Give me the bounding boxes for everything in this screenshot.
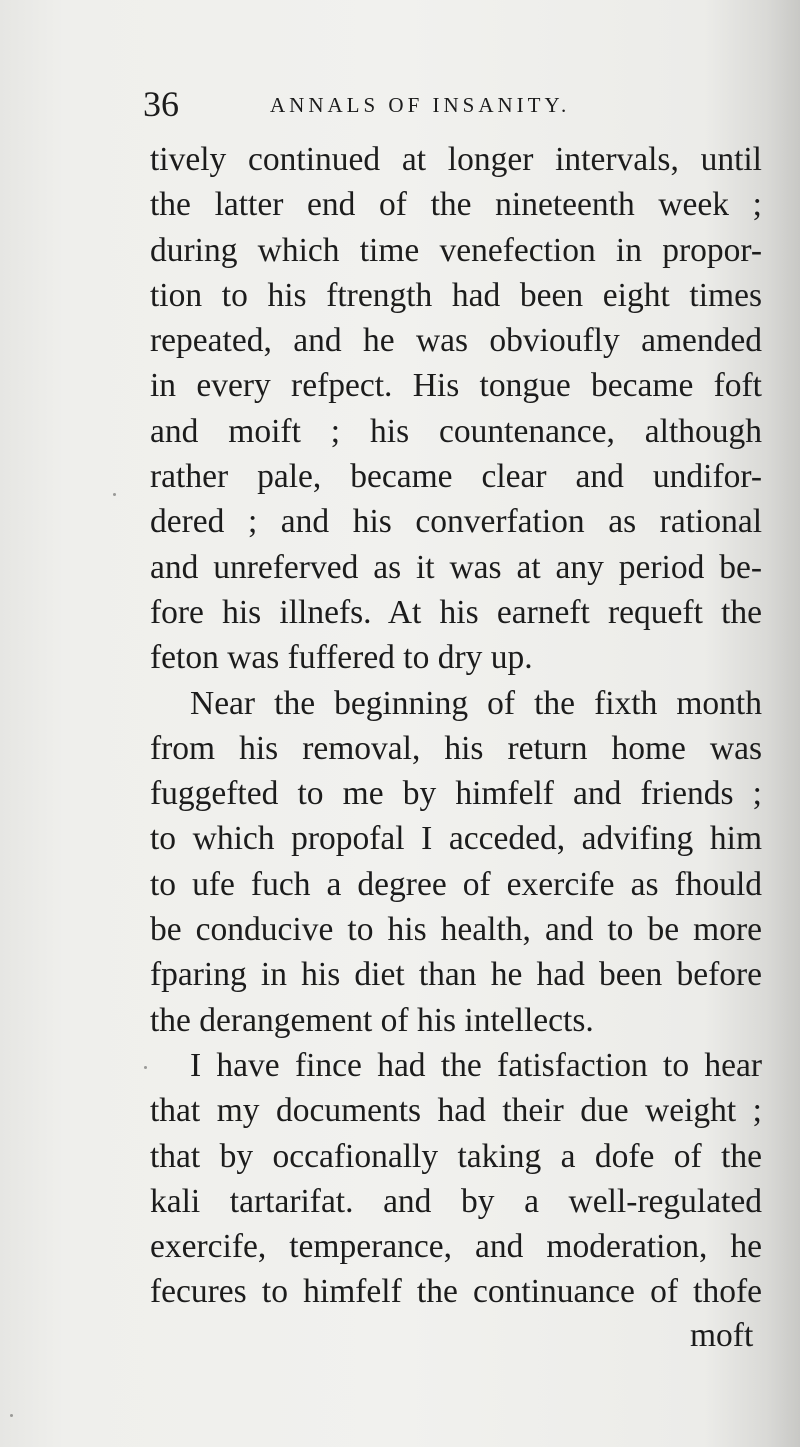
running-title: ANNALS OF INSANITY.: [270, 93, 571, 117]
text-line: tion to his ftrength had been eight times: [150, 276, 762, 314]
text-line: to which propofal I acceded, advifing him: [150, 820, 762, 858]
text-line: be conducive to his health, and to be more: [150, 911, 762, 949]
text-line: that my documents had their due weight ;: [150, 1092, 762, 1130]
paper-speck: [113, 493, 116, 496]
text-line: rather pale, became clear and undifor-: [150, 458, 762, 496]
text-line: dered ; and his converfation as rational: [150, 503, 762, 541]
page-header: [143, 84, 763, 124]
text-line: the derangement of his intellects.: [150, 1001, 594, 1039]
text-line: feton was fuffered to dry up.: [150, 639, 533, 677]
text-line: fore his illnefs. At his earneft requeft the: [150, 593, 762, 631]
text-line: the latter end of the nineteenth week ;: [150, 186, 762, 224]
paper-speck: [10, 1414, 13, 1417]
text-line: and moift ; his countenance, although: [150, 412, 762, 450]
text-line: Near the beginning of the fixth month: [190, 684, 762, 722]
text-line: exercife, temperance, and moderation, he: [150, 1228, 762, 1266]
text-line: that by occafionally taking a dofe of the: [150, 1137, 762, 1175]
text-line: from his removal, his return home was: [150, 729, 762, 767]
text-line: and unreferved as it was at any period be-: [150, 548, 762, 586]
paper-speck: [144, 1066, 147, 1069]
page-number: 36: [143, 84, 179, 124]
text-line: I have fince had the fatisfaction to hear: [190, 1046, 762, 1084]
text-line: in every refpect. His tongue became foft: [150, 367, 762, 405]
text-line: fuggefted to me by himfelf and friends ;: [150, 775, 762, 813]
text-line: kali tartarifat. and by a well-regulated: [150, 1182, 762, 1220]
text-line: repeated, and he was obvioufly amended: [150, 322, 762, 360]
text-line: during which time venefection in propor-: [150, 231, 762, 269]
catchword: moft: [690, 1317, 754, 1354]
text-line: fparing in his diet than he had been before: [150, 956, 762, 994]
text-line: tively continued at longer intervals, until: [150, 141, 762, 178]
body-text: [150, 137, 762, 1315]
text-line: to ufe fuch a degree of exercife as fhould: [150, 865, 762, 903]
text-line: fecures to himfelf the continuance of thofe: [150, 1273, 762, 1311]
